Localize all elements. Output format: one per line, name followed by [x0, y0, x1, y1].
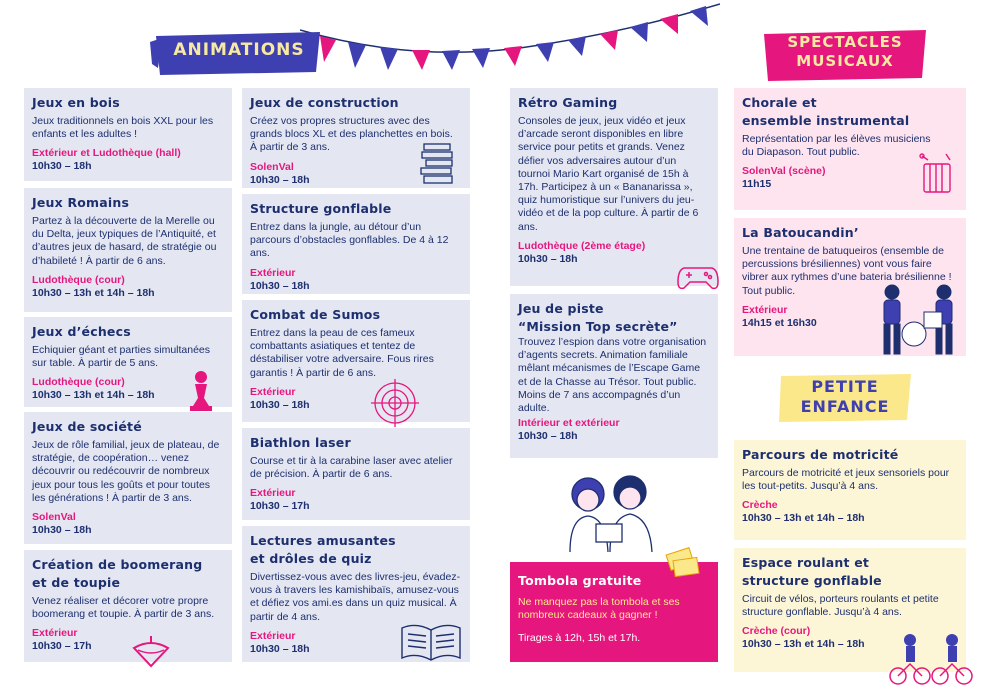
card-description: Créez vos propres structures avec des grands blocs XL et des planchettes en bois. À partir de 3 ans.	[250, 115, 453, 154]
open-book-icon	[398, 620, 464, 664]
card-hours: 11h15	[742, 178, 772, 191]
card-title-line2: et de toupie	[32, 575, 121, 590]
card-description: Entrez dans la jungle, au détour d’un parcours d’obstacles gonflables. De 4 à 12 ans.	[250, 221, 449, 260]
card-description: Parcours de motricité et jeux sensoriels pour les tout-petits. Jusqu’à 4 ans.	[742, 467, 950, 493]
card-title-line2: ensemble instrumental	[742, 113, 910, 128]
card-description: Echiquier géant et parties simultanées sur table. À partir de 5 ans.	[32, 344, 211, 370]
card-hours: 10h30 – 13h et 14h – 18h	[32, 389, 155, 402]
card-hours: 10h30 – 18h	[250, 398, 310, 411]
petite-heading-line1: PETITE	[811, 377, 879, 396]
target-icon	[370, 378, 420, 428]
card-location: Extérieur	[742, 303, 788, 316]
children-reading-illustration	[548, 468, 668, 554]
card-description: Consoles de jeux, jeux vidéo et jeux d’arcade seront disponibles en libre service pour petits et grands. Venez défier vos adversaires autour d’un tournoi Mario Kart organisé de 15h à 17h. Participez à un « Bananarissa », quiz humoristique sur l’univers du jeu-vidéo et de la pop culture. À partir de 6 ans.	[518, 115, 699, 233]
gamepad-icon	[676, 262, 720, 292]
card-hours: 10h30 – 18h	[32, 160, 92, 173]
card-title-line1: Création de boomerang	[32, 557, 203, 572]
card-description: Trouvez l’espion dans votre organisation d’agents secrets. Animation familiale mêlant mécanismes de l’Escape Game et de la Chasse au Trésor. Tout public. Moins de 7 ans accompagnés d’un adulte.	[518, 336, 707, 415]
card-title: Tombola gratuite	[518, 573, 642, 588]
card-jeu-de-piste	[510, 294, 718, 458]
card-parcours-motricite	[734, 440, 966, 540]
card-title: Jeux d’échecs	[32, 324, 131, 339]
card-title-line1: Espace roulant et	[742, 555, 870, 570]
card-retro-gaming	[510, 88, 718, 286]
card-jeux-en-bois	[24, 88, 232, 181]
card-description: Circuit de vélos, porteurs roulants et petite structure gonflable. Jusqu’à 4 ans.	[742, 593, 939, 619]
card-hours: 10h30 – 17h	[32, 640, 92, 653]
accordion-icon	[916, 150, 958, 198]
card-location: Extérieur	[250, 629, 296, 642]
card-title: Jeux Romains	[32, 195, 130, 210]
chess-pawn-icon	[186, 368, 216, 414]
card-hours: 10h30 – 18h	[250, 642, 310, 655]
card-title-line1: Jeu de piste	[518, 301, 604, 316]
card-title-line2: “Mission Top secrète”	[518, 319, 678, 334]
card-hours: 10h30 – 13h et 14h – 18h	[32, 286, 155, 299]
card-title: Structure gonflable	[250, 201, 392, 216]
card-title: La Batoucandin’	[742, 225, 859, 240]
card-description: Entrez dans la peau de ces fameux combattants asiatiques et tentez de déstabiliser votre adversaire. Fous rires garantis ! À partir de 6 ans.	[250, 327, 434, 379]
ticket-icon	[662, 545, 702, 581]
card-hours: 10h30 – 18h	[518, 252, 578, 265]
card-title: Biathlon laser	[250, 435, 351, 450]
card-hours: 10h30 – 18h	[250, 279, 310, 292]
card-location: Ludothèque (cour)	[32, 273, 125, 286]
card-location: Extérieur	[32, 627, 78, 640]
card-jeux-romains	[24, 188, 232, 312]
card-description: Jeux de rôle familial, jeux de plateau, de stratégie, de coopération… venez découvrir ou redécouvrir de nombreux jeux pour tous les goûts et pour toutes les générations ! À partir de 3 ans.	[32, 439, 220, 504]
card-description: Course et tir à la carabine laser avec atelier de précision. À partir de 6 ans.	[250, 455, 453, 481]
card-hours: 10h30 – 17h	[250, 500, 310, 513]
animations-heading: ANIMATIONS	[173, 40, 305, 60]
card-description: Divertissez-vous avec des livres-jeu, évadez-vous à travers les kamishibaïs, amusez-vous et défiez vos ami.es dans un quiz musical. À partir de 4 ans.	[250, 571, 461, 623]
card-biathlon-laser	[242, 428, 470, 520]
card-description: Ne manquez pas la tombola et ses nombreux cadeaux à gagner !	[518, 596, 680, 622]
card-location: Crèche (cour)	[742, 625, 811, 638]
card-location: Extérieur	[250, 385, 296, 398]
card-structure-gonflable	[242, 194, 470, 294]
card-combat-sumos	[242, 300, 470, 422]
card-title: Combat de Sumos	[250, 307, 381, 322]
building-blocks-icon	[418, 140, 458, 188]
card-description: Jeux traditionnels en bois XXL pour les enfants et les adultes !	[32, 115, 214, 141]
card-location: SolenVal	[250, 160, 294, 173]
card-hours: 10h30 – 13h et 14h – 18h	[742, 512, 865, 525]
card-title: Parcours de motricité	[742, 447, 899, 462]
card-location: Extérieur	[250, 266, 296, 279]
card-title: Jeux en bois	[32, 95, 120, 110]
card-hours: 10h30 – 18h	[32, 524, 92, 537]
card-location: Extérieur	[250, 487, 296, 500]
spectacles-heading-line1: SPECTACLES	[787, 33, 903, 51]
spectacles-heading-line2: MUSICAUX	[796, 52, 894, 70]
kids-on-bikes-illustration	[886, 628, 976, 688]
card-title-line2: structure gonflable	[742, 573, 882, 588]
card-location: Crèche	[742, 499, 778, 512]
spinning-top-icon	[128, 634, 174, 670]
card-location: Intérieur et extérieur	[518, 417, 620, 430]
card-description: Représentation par les élèves musiciens du Diapason. Tout public.	[742, 133, 931, 159]
card-location: Extérieur et Ludothèque (hall)	[32, 147, 181, 160]
card-description: Partez à la découverte de la Merelle ou du Delta, jeux typiques de l’Antiquité, et d’autres jeux de hasard, de stratégie ou d’habileté ! À partir de 6 ans.	[32, 215, 217, 267]
card-location: Ludothèque (2ème étage)	[518, 239, 646, 252]
card-description: Venez réaliser et décorer votre propre boomerang et toupie. À partir de 3 ans.	[32, 595, 215, 621]
card-title: Jeux de société	[32, 419, 142, 434]
card-hours: 10h30 – 13h et 14h – 18h	[742, 638, 865, 651]
card-title: Jeux de construction	[250, 95, 399, 110]
card-description: Une trentaine de batuqueiros (ensemble de percussions brésiliennes) vont vous faire vibrer aux rythmes d’une bateria brésilienne ! Tout public.	[742, 245, 952, 297]
card-hours: 14h15 et 16h30	[742, 316, 817, 329]
card-jeux-societe	[24, 412, 232, 544]
petite-heading-line2: ENFANCE	[800, 397, 890, 416]
card-location: Ludothèque (cour)	[32, 376, 125, 389]
tombola-draw-times: Tirages à 12h, 15h et 17h.	[518, 632, 641, 645]
card-hours: 10h30 – 18h	[518, 430, 578, 443]
card-title-line2: et drôles de quiz	[250, 551, 372, 566]
drummers-illustration	[862, 282, 972, 358]
card-title-line1: Chorale et	[742, 95, 817, 110]
card-hours: 10h30 – 18h	[250, 173, 310, 186]
card-title-line1: Lectures amusantes	[250, 533, 396, 548]
bunting-decoration	[300, 0, 720, 70]
card-location: SolenVal	[32, 511, 76, 524]
card-title: Rétro Gaming	[518, 95, 618, 110]
card-location: SolenVal (scène)	[742, 165, 826, 178]
